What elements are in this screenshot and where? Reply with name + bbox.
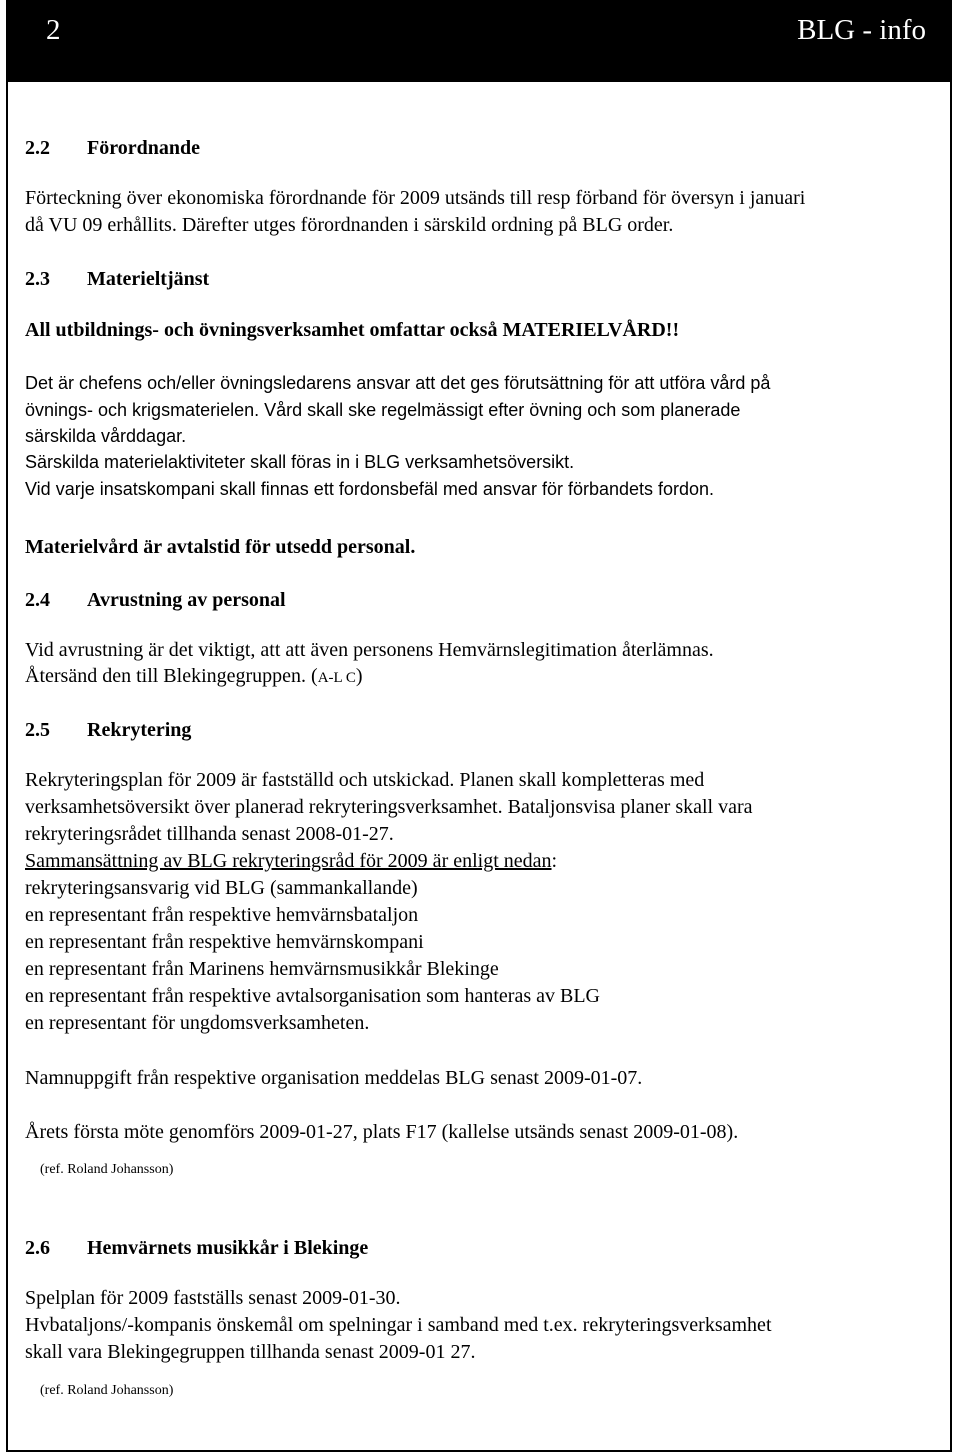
section-2-2-text-line: Förteckning över ekonomiska förordnande för 2009 utsänds till resp förband för översyn i januari — [25, 187, 806, 209]
section-2-5-text-line: Namnuppgift från respektive organisation meddelas BLG senast 2009-01-07. — [25, 1067, 643, 1089]
section-2-6-heading: 2.6 Hemvärnets musikkår i Blekinge — [25, 1237, 369, 1259]
section-2-2-heading: 2.2 Förordnande — [25, 137, 200, 159]
page-header-bar — [8, 0, 952, 82]
reference-note: (ref. Roland Johansson) — [40, 1383, 174, 1398]
materielvard-notice: All utbildnings- och övningsverksamhet omfattar också MATERIELVÅRD!! — [25, 319, 680, 341]
materielvard-avtalstid: Materielvård är avtalstid för utsedd personal. — [25, 536, 416, 558]
section-2-6-text-line: Spelplan för 2009 fastställs senast 2009-01-30. — [25, 1287, 401, 1309]
section-2-3-text-line: Det är chefens och/eller övningsledarens ansvar att det ges förutsättning för att utföra vård på — [25, 373, 771, 393]
reference-note: (ref. Roland Johansson) — [40, 1162, 174, 1177]
council-member: en representant från respektive hemvärnsbataljon — [25, 904, 419, 926]
council-composition-heading: Sammansättning av BLG rekryteringsråd för 2009 är enligt nedan: — [25, 850, 558, 872]
section-2-5-text-line: rekryteringsrådet tillhanda senast 2008-01-27. — [25, 823, 394, 845]
section-2-3-text-line: Särskilda materielaktiviteter skall föras in i BLG verksamhetsöversikt. — [25, 452, 575, 472]
council-member: en representant från respektive avtalsorganisation som hanteras av BLG — [25, 985, 600, 1007]
section-2-6-text-line: skall vara Blekingegruppen tillhanda senast 2009-01 27. — [25, 1341, 476, 1363]
section-2-4-text-line: Vid avrustning är det viktigt, att att även personens Hemvärnslegitimation återlämnas. — [25, 639, 714, 661]
council-member: en representant för ungdomsverksamheten. — [25, 1012, 370, 1034]
section-2-3-text-line: Vid varje insatskompani skall finnas ett fordonsbefäl med ansvar för förbandets fordon. — [25, 479, 715, 499]
section-2-3-text-line: övnings- och krigsmaterielen. Vård skall ske regelmässigt efter övning och som planerade — [25, 400, 741, 420]
section-2-5-text-line: Rekryteringsplan för 2009 är fastställd och utskickad. Planen skall kompletteras med — [25, 769, 705, 791]
section-2-3-text-line: särskilda vårddagar. — [25, 426, 187, 446]
section-2-2-text-line: då VU 09 erhållits. Därefter utges förordnanden i särskild ordning på BLG order. — [25, 214, 674, 236]
council-member: en representant från respektive hemvärnskompani — [25, 931, 424, 953]
chapter-number: 2 — [46, 14, 61, 46]
section-2-4-text-line: Återsänd den till Blekingegruppen. (A-L C) — [25, 665, 363, 687]
section-2-5-text-line: verksamhetsöversikt över planerad rekryteringsverksamhet. Bataljonsvisa planer skall vara — [25, 796, 753, 818]
chapter-title: BLG - info — [797, 14, 926, 46]
section-2-5-heading: 2.5 Rekrytering — [25, 719, 192, 741]
council-member: rekryteringsansvarig vid BLG (sammankallande) — [25, 877, 418, 899]
section-2-4-heading: 2.4 Avrustning av personal — [25, 589, 286, 611]
section-2-3-heading: 2.3 Materieltjänst — [25, 268, 210, 290]
council-member: en representant från Marinens hemvärnsmusikkår Blekinge — [25, 958, 499, 980]
section-2-6-text-line: Hvbataljons/-kompanis önskemål om spelningar i samband med t.ex. rekryteringsverksamhet — [25, 1314, 772, 1336]
section-2-5-text-line: Årets första möte genomförs 2009-01-27, plats F17 (kallelse utsänds senast 2009-01-08). — [25, 1121, 739, 1143]
